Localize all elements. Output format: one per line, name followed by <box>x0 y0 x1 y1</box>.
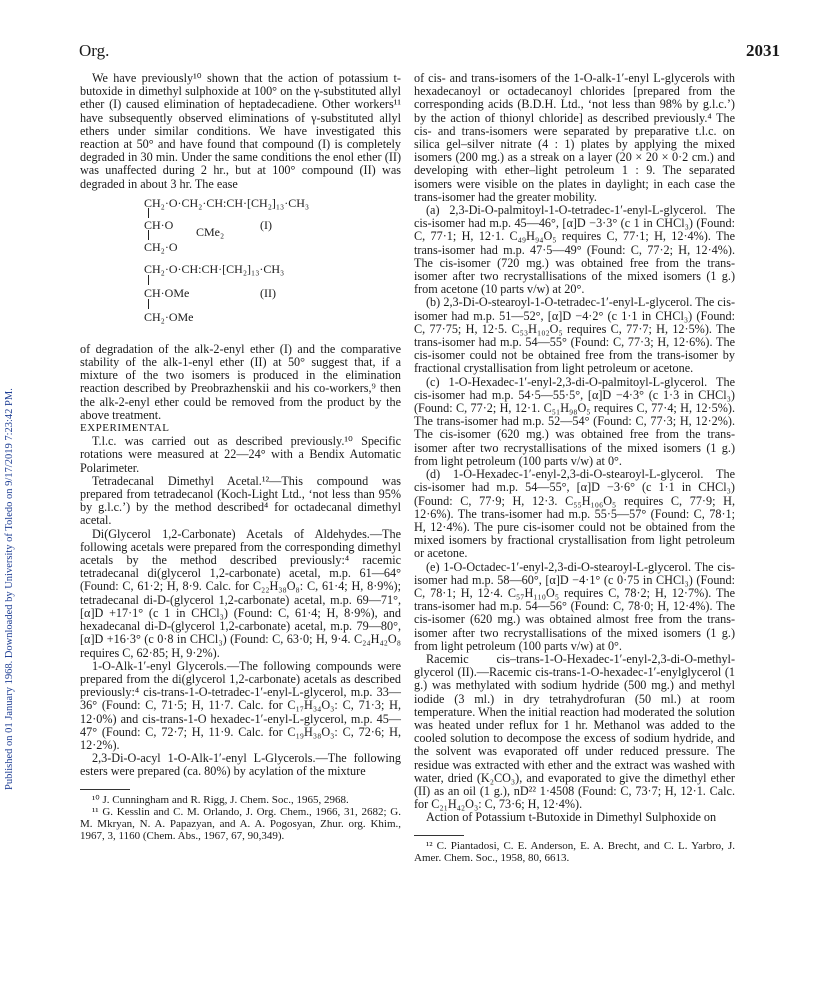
structure-I-cme2: CMe₂ <box>196 224 225 239</box>
structure-I-label: (I) <box>260 217 272 232</box>
sidebar-text: Published on 01 January 1968. Downloaded by University of Toledo on 9/17/2019 7:23:42 PM. <box>4 388 15 790</box>
tetradecanal-paragraph: Tetradecanal Dimethyl Acetal.¹²—This compound was prepared from tetradecanol (Koch-Light Ltd., ‘not less than 95% by g.l.c.’) by the method described⁴ for octadecanal dimethyl acetal. <box>80 473 401 528</box>
publication-sidebar-note <box>4 20 18 940</box>
intro-paragraph: We have previously¹⁰ shown that the action of potassium t-butoxide in dimethyl sulphoxide at 100° on the γ-substituted allyl ether (I) caused elimination of heptadecadiene. Other workers¹¹ have subsequently observed eliminations of γ-substituted allyl ethers under similar conditions. We have investigated this reaction at 50° and have found that compound (I) is completely degraded in 30 min. Under the same conditions the enol ether (II) was unaffected during 2 hr., but at 100° compound (II) was degraded in about 3 hr. The ease <box>80 71 401 191</box>
footnote: ¹⁰ J. Cunningham and R. Rigg, J. Chem. Soc., 1965, 2968. <box>92 793 349 806</box>
bond-line <box>148 299 149 309</box>
structure-I-line1: CH₂·O·CH₂·CH:CH·[CH₂]₁₃·CH₃ <box>144 195 310 210</box>
diacyl-paragraph: 2,3-Di-O-acyl 1-O-Alk-1′-enyl L-Glycerols.—The following esters were prepared (ca. 80%) by acylation of the mixture <box>80 751 401 779</box>
right-column <box>414 72 735 864</box>
acetals-paragraph: Di(Glycerol 1,2-Carbonate) Acetals of Aldehydes.—The following acetals were prepared from the corresponding dimethyl acetals by the method described previously:⁴ racemic tetradecanal di(glycerol 1,2-carbonate) acetal, m.p. 61—64° (Found: C, 61·2; H, 8·9. Calc. for C₂₂H₃₈O₈: C, 61·4; H, 8·9%); tetradecanal di-D-(glycerol 1,2-carbonate) acetal, m.p. 69—71°, [α]D +17·1° (c 1 in CHCl₃) (Found: C, 61·4; H, 8·9%), and hexadecanal di-D-(glycerol 1,2-carbonate) acetal, m.p. 79—80°, [α]D +16·3° (c 0·8 in CHCl₃) (Found: C, 63·0; H, 9·4. C₂₄H₄₂O₈ requires C, 62·85; H, 9·2%). <box>80 526 401 660</box>
isomer-separation-paragraph: of cis- and trans-isomers of the 1-O-alk-1′-enyl L-glycerols with hexadecanoyl or octadecanoyl chlorides [prepared from the corresponding acids (B.D.H. Ltd., ‘not less than 98% by g.l.c.’) by the action of thionyl chloride] as described previously.⁴ The cis- and trans-isomers were separated by preparative t.l.c. on silica gel–silver nitrate (4 : 1) plates by applying the mixed isomers (200 mg.) as a streak on a layer (20 × 20 × 0·2 cm.) and developing with ether–light petroleum 1 : 9. The separated isomers were visible on the plates in daylight; in each case the trans-isomer had the greater mobility. <box>414 71 735 204</box>
experimental-heading: EXPERIMENTAL <box>80 422 170 435</box>
compound-d-paragraph: (d) 1-O-Hexadec-1′-enyl-2,3-di-O-stearoyl-L-glycerol. The cis-isomer had m.p. 54—55°, [α]D −3·6° (c 1·1 in CHCl₃) (Found: C, 77·9; H, 12·3. C₅₅H₁₀₆O₅ requires C, 77·9; H, 12·6%). The trans-isomer had m.p. 55·5—57° (Found: C, 78·1; H, 12·4%). The pure cis-isomer could not be obtained from the mixed isomers by fractional crystallisation from light petroleum or acetone. <box>414 467 735 561</box>
structure-I-line2: CH·O <box>144 217 174 232</box>
footnote-rule <box>80 789 130 790</box>
structure-II-line2: CH·OMe <box>144 285 190 300</box>
journal-header: Org. <box>79 41 110 60</box>
alkenyl-glycerols-paragraph: 1-O-Alk-1′-enyl Glycerols.—The following compounds were prepared from the di(glycerol 1,2-carbonate) acetals as described previously:⁴ cis-trans-1-O-tetradec-1′-enyl-L-glycerol, m.p. 33—36° (Found: C, 71·5; H, 11·7. Calc. for C₁₇H₃₄O₃: C, 71·3; H, 12·0%) and cis-trans-1-O hexadec-1′-enyl-L-glycerol, m.p. 45—47° (Found: C, 72·7; H, 11·9. Calc. for C₁₉H₃₈O₃: C, 72·6; H, 12·2%). <box>80 658 401 752</box>
structure-II-line3: CH₂·OMe <box>144 309 194 324</box>
footnote: ¹² C. Piantadosi, C. E. Anderson, E. A. Brecht, and C. L. Yarbro, J. Amer. Chem. Soc., 1958, 80, 6613. <box>414 839 735 864</box>
bond-line <box>148 208 149 218</box>
compound-a-paragraph: (a) 2,3-Di-O-palmitoyl-1-O-tetradec-1′-enyl-L-glycerol. The cis-isomer had m.p. 45—46°, [α]D −3·3° (c 1 in CHCl₃) (Found: C, 77·1; H, 12·1. C₄₉H₉₄O₅ requires C, 77·1; H, 12·4%). The trans-isomer had m.p. 47·5—49° (Found: C, 77·2; H, 12·4%). The cis-isomer (720 mg.) was obtained free from the trans-isomer after two recrystallisations of the mixed isomers (1 g.) from acetone (10 parts v/w) at 20°. <box>414 203 735 297</box>
bond-line <box>148 275 149 285</box>
bond-line <box>148 230 149 240</box>
tlc-paragraph: T.l.c. was carried out as described previously.¹⁰ Specific rotations were measured at 22—24° with a Bendix Automatic Polarimeter. <box>80 434 401 475</box>
comparison-paragraph: of degradation of the alk-2-enyl ether (I) and the comparative stability of the alk-1-enyl ether (II) at 50° suggest that, if a mixture of the two isomers is produced in the elimination reaction described by Preobrazhenskii and his co-workers,⁹ then the alk-2-enyl ether could be removed from the product by the above treatment. <box>80 341 401 422</box>
action-heading-line: Action of Potassium t-Butoxide in Dimethyl Sulphoxide on <box>426 810 717 825</box>
structure-I-line3: CH₂·O <box>144 239 178 254</box>
footnote: ¹¹ G. Kesslin and C. M. Orlando, J. Org. Chem., 1966, 31, 2682; G. M. Mkryan, N. A. Papazyan, and A. A. Pogosyan, Zhur. org. Khim., 1967, 3, 1160 (Chem. Abs., 1967, 67, 90,349). <box>80 805 401 842</box>
chemical-structures <box>80 197 401 335</box>
structure-II-label: (II) <box>260 285 276 300</box>
compound-b-paragraph: (b) 2,3-Di-O-stearoyl-1-O-tetradec-1′-enyl-L-glycerol. The cis-isomer had m.p. 51—52°, [α]D −4·2° (c 1·1 in CHCl₃) (Found: C, 77·75; H, 12·5. C₅₃H₁₀₂O₅ requires C, 77·7; H, 12·5%). The trans-isomer had m.p. 54—55° (Found: C, 77·3; H, 12·6%). The cis-isomer could not be obtained free from the trans-isomer by fractional crystallisation from light petroleum or acetone. <box>414 295 735 376</box>
left-column <box>80 72 401 842</box>
racemic-paragraph: Racemic cis–trans-1-O-Hexadec-1′-enyl-2,3-di-O-methyl-glycerol (II).—Racemic cis-trans-1-O-hexadec-1′-enylglycerol (1 g.) was methylated with sodium hydride (500 mg.) and methyl iodide (3 ml.) in dry tetrahydrofuran (50 ml.) at room temperature. When the initial reaction had moderated the solution was heated under reflux for 1 hr. Methanol was added to the cooled solution to decompose the excess of sodium hydride, and the solvent was evaporated off under reduced pressure. The residue was extracted with ether and the extract was washed with water, dried (K₂CO₃), and evaporated to give the dimethyl ether (II) as an oil (1 g.), nD²² 1·4508 (Found: C, 73·7; H, 12·1. Calc. for C₂₁H₄₂O₃: C, 73·6; H, 12·4%). <box>414 651 735 812</box>
footnote-rule <box>414 835 464 836</box>
compound-c-paragraph: (c) 1-O-Hexadec-1′-enyl-2,3-di-O-palmitoyl-L-glycerol. The cis-isomer had m.p. 54·5—55·5°, [α]D −4·3° (c 1·3 in CHCl₃) (Found: C, 77·2; H, 12·1. C₅₁H₉₈O₅ requires C, 77·4; H, 12·5%). The trans-isomer had m.p. 52—54° (Found: C, 77·3; H, 12·2%). The cis-isomer (620 mg.) was obtained free from the trans-isomer after two recrystallisations of the mixed isomers (1 g.) from light petroleum (100 parts v/w) at 0°. <box>414 374 735 468</box>
page-number: 2031 <box>746 41 780 60</box>
structure-II-line1: CH₂·O·CH:CH·[CH₂]₁₃·CH₃ <box>144 261 285 276</box>
compound-e-paragraph: (e) 1-O-Octadec-1′-enyl-2,3-di-O-stearoyl-L-glycerol. The cis-isomer had m.p. 58—60°, [α]D −4·1° (c 0·75 in CHCl₃) (Found: C, 78·1; H, 12·4. C₅₇H₁₁₀O₅ requires C, 78·2; H, 12·7%). The trans-isomer had m.p. 54—56° (Found: C, 78·0; H, 12·4%). The cis-isomer (620 mg.) was obtained almost free from the trans-isomer after two recrystallisations of the mixed isomers (1 g.) from light petroleum (100 parts v/w) at 0°. <box>414 559 735 653</box>
